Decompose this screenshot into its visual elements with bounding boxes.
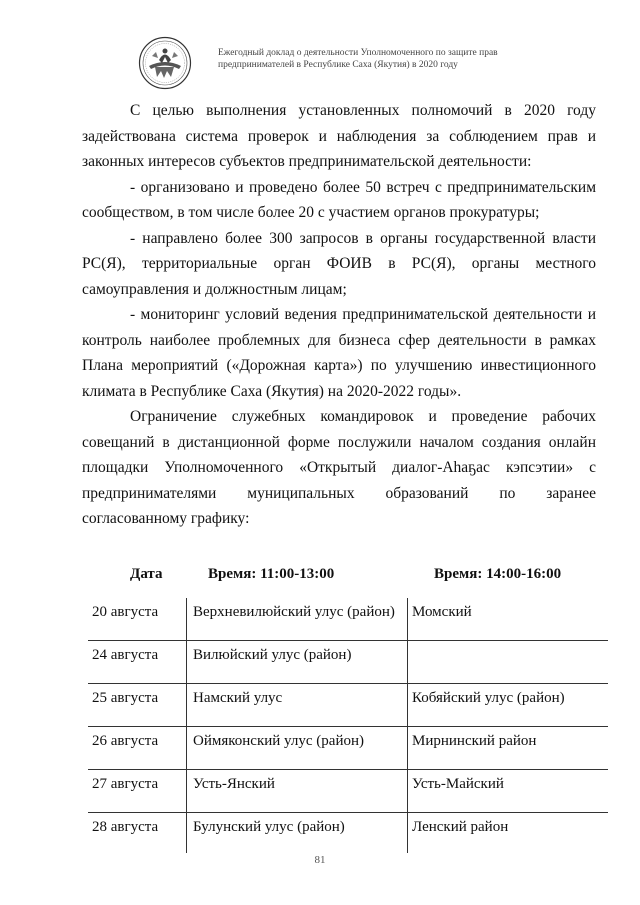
table-row <box>88 641 608 684</box>
body-text <box>82 98 596 532</box>
header-morning: Время: 11:00-13:00 <box>208 566 335 582</box>
header-line-2: предпринимателей в Республике Саха (Якутия) в 2020 году <box>218 60 458 70</box>
afternoon-cell: Момский <box>408 598 609 641</box>
running-header <box>218 47 618 71</box>
paragraph-requests: - направлено более 300 запросов в органы государственной власти РС(Я), территориальные орган ФОИВ в РС(Я), органы местного самоуправления и должностным лицам; <box>82 229 596 298</box>
date-cell: 24 августа <box>88 641 187 684</box>
page-header <box>138 34 598 94</box>
date-cell: 25 августа <box>88 684 187 727</box>
morning-cell: Булунский улус (район) <box>187 813 408 854</box>
header-date: Дата <box>130 566 163 582</box>
table-row <box>88 770 608 813</box>
afternoon-cell: Усть-Майский <box>408 770 609 813</box>
morning-cell: Намский улус <box>187 684 408 727</box>
morning-cell: Оймяконский улус (район) <box>187 727 408 770</box>
afternoon-cell: Кобяйский улус (район) <box>408 684 609 727</box>
table-row <box>88 727 608 770</box>
header-afternoon: Время: 14:00-16:00 <box>434 566 562 582</box>
schedule-header-row <box>82 566 596 588</box>
date-cell: 20 августа <box>88 598 187 641</box>
paragraph-intro: С целью выполнения установленных полномочий в 2020 году задействована система проверок и наблюдения за соблюдением прав и законных интересов субъектов предпринимательской деятельности: <box>82 102 596 170</box>
paragraph-online-platform: Ограничение служебных командировок и проведение рабочих совещаний в дистанционной форме послужили началом создания онлайн площадки Уполномоченного «Открытый диалог-Аhаҕас кэпсэтии» с предпринимателями муниципальных образований по заранее согласованному графику: <box>82 408 596 527</box>
paragraph-meetings: - организовано и проведено более 50 встреч с предпринимательским сообществом, в том числе более 20 с участием органов прокуратуры; <box>82 178 596 221</box>
table-row <box>88 813 608 854</box>
afternoon-cell: Мирнинский район <box>408 727 609 770</box>
date-cell: 28 августа <box>92 819 159 835</box>
afternoon-cell: Ленский район <box>412 819 509 835</box>
date-cell: 26 августа <box>88 727 187 770</box>
morning-cell: Усть-Янский <box>187 770 408 813</box>
header-line-1: Ежегодный доклад о деятельности Уполномоченного по защите прав <box>218 48 498 58</box>
table-row <box>88 684 608 727</box>
page-number: 81 <box>314 854 326 866</box>
morning-cell: Вилюйский улус (район) <box>187 641 408 684</box>
schedule-table <box>88 598 608 853</box>
paragraph-monitoring: - мониторинг условий ведения предпринимательской деятельности и контроль наиболее проблемных для бизнеса сфер деятельности в рамках Плана мероприятий («Дорожная карта») по улучшению инвестиционного климата в Республике Саха (Якутия) на 2020-2022 годы». <box>82 306 596 400</box>
republic-emblem-icon <box>138 36 192 90</box>
morning-cell: Верхневилюйский улус (район) <box>187 598 408 641</box>
date-cell: 27 августа <box>88 770 187 813</box>
afternoon-cell <box>408 641 609 684</box>
table-row <box>88 598 608 641</box>
